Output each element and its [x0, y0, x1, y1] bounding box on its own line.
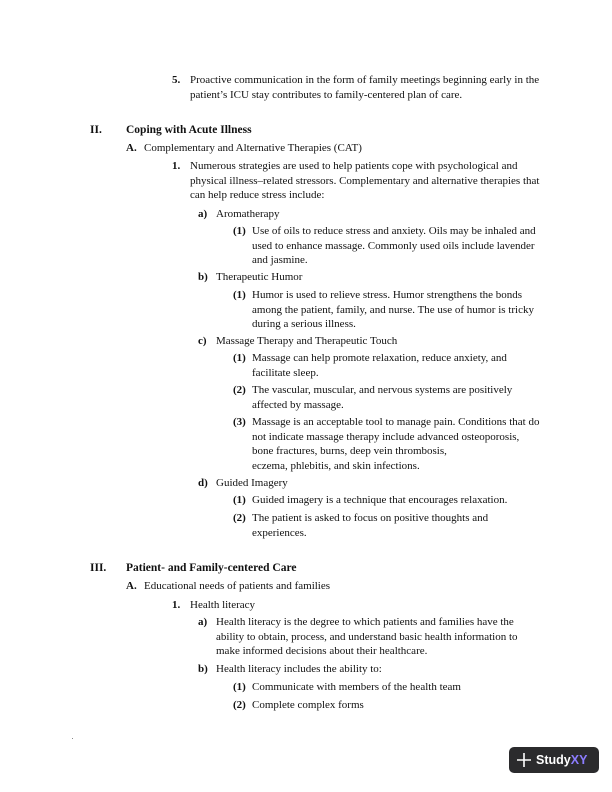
list-marker: (1): [233, 289, 246, 301]
list-marker: a): [198, 616, 208, 628]
sub-item-text: Complete complex forms: [252, 699, 364, 711]
list-item-title: Guided Imagery: [216, 477, 288, 489]
list-item-title: Health literacy: [190, 599, 256, 611]
plus-icon: [517, 753, 531, 767]
studyxy-logo-badge[interactable]: [509, 747, 599, 773]
list-marker: (1): [233, 352, 246, 364]
list-marker: d): [198, 477, 208, 489]
sub-item-text: Guided imagery is a technique that encourages relaxation.: [252, 494, 508, 506]
list-marker: a): [198, 208, 208, 220]
list-marker: (2): [233, 512, 246, 524]
sub-item-text: The vascular, muscular, and nervous systems are positively affected by massage.: [252, 384, 513, 411]
list-marker: A.: [126, 142, 137, 154]
list-item-title: Aromatherapy: [216, 208, 280, 220]
list-marker: (1): [233, 681, 246, 693]
list-marker: A.: [126, 580, 137, 592]
list-item-title: Massage Therapy and Therapeutic Touch: [216, 335, 398, 347]
sub-item-text: Communicate with members of the health team: [252, 681, 461, 693]
list-marker: (1): [233, 225, 246, 237]
list-marker: (1): [233, 494, 246, 506]
page-speck: [72, 738, 73, 739]
sub-item-text: The patient is asked to focus on positive thoughts and experiences.: [252, 512, 489, 539]
list-marker: (3): [233, 416, 246, 428]
list-marker: c): [198, 335, 207, 347]
sub-item-text: Massage can help promote relaxation, reduce anxiety, and facilitate sleep.: [252, 352, 507, 379]
subsection-title: Educational needs of patients and families: [144, 580, 331, 592]
sub-item-text: Use of oils to reduce stress and anxiety. Oils may be inhaled and used to enhance massage. Commonly used oils include lavender and jasmine.: [252, 225, 536, 266]
sub-item-text: Massage is an acceptable tool to manage pain. Conditions that do not indicate massage therapy include advanced osteoporosis, bone fractures, burns, deep vein thrombosis, eczema, phlebitis, and skin infections.: [252, 416, 540, 472]
section-title: Patient- and Family-centered Care: [126, 562, 297, 574]
list-marker: (2): [233, 384, 246, 396]
list-marker: 5.: [172, 74, 181, 86]
sub-item-text: Humor is used to relieve stress. Humor strengthens the bonds among the patient, family, and nurse. The use of humor is tricky during a serious illness.: [252, 289, 534, 330]
section-title: Coping with Acute Illness: [126, 124, 252, 136]
logo-text: StudyXY: [536, 753, 588, 767]
list-item-text: Numerous strategies are used to help patients cope with psychological and physical illness–related stressors. Complementary and alternative therapies that can help reduce stress include:: [190, 160, 540, 201]
list-item-text: Proactive communication in the form of family meetings beginning early in the patient’s ICU stay contributes to family-centered plan of care.: [190, 74, 540, 101]
section-numeral: II.: [90, 124, 102, 136]
list-item-title: Health literacy includes the ability to:: [216, 663, 382, 675]
list-marker: (2): [233, 699, 246, 711]
list-marker: 1.: [172, 599, 181, 611]
list-marker: b): [198, 271, 208, 283]
subsection-title: Complementary and Alternative Therapies (CAT): [144, 142, 362, 154]
list-marker: b): [198, 663, 208, 675]
list-marker: 1.: [172, 160, 181, 172]
section-numeral: III.: [90, 562, 107, 574]
list-item-text: Health literacy is the degree to which patients and families have the ability to obtain, process, and understand basic health information to make informed decisions about their healthcare.: [216, 616, 518, 657]
list-item-title: Therapeutic Humor: [216, 271, 303, 283]
